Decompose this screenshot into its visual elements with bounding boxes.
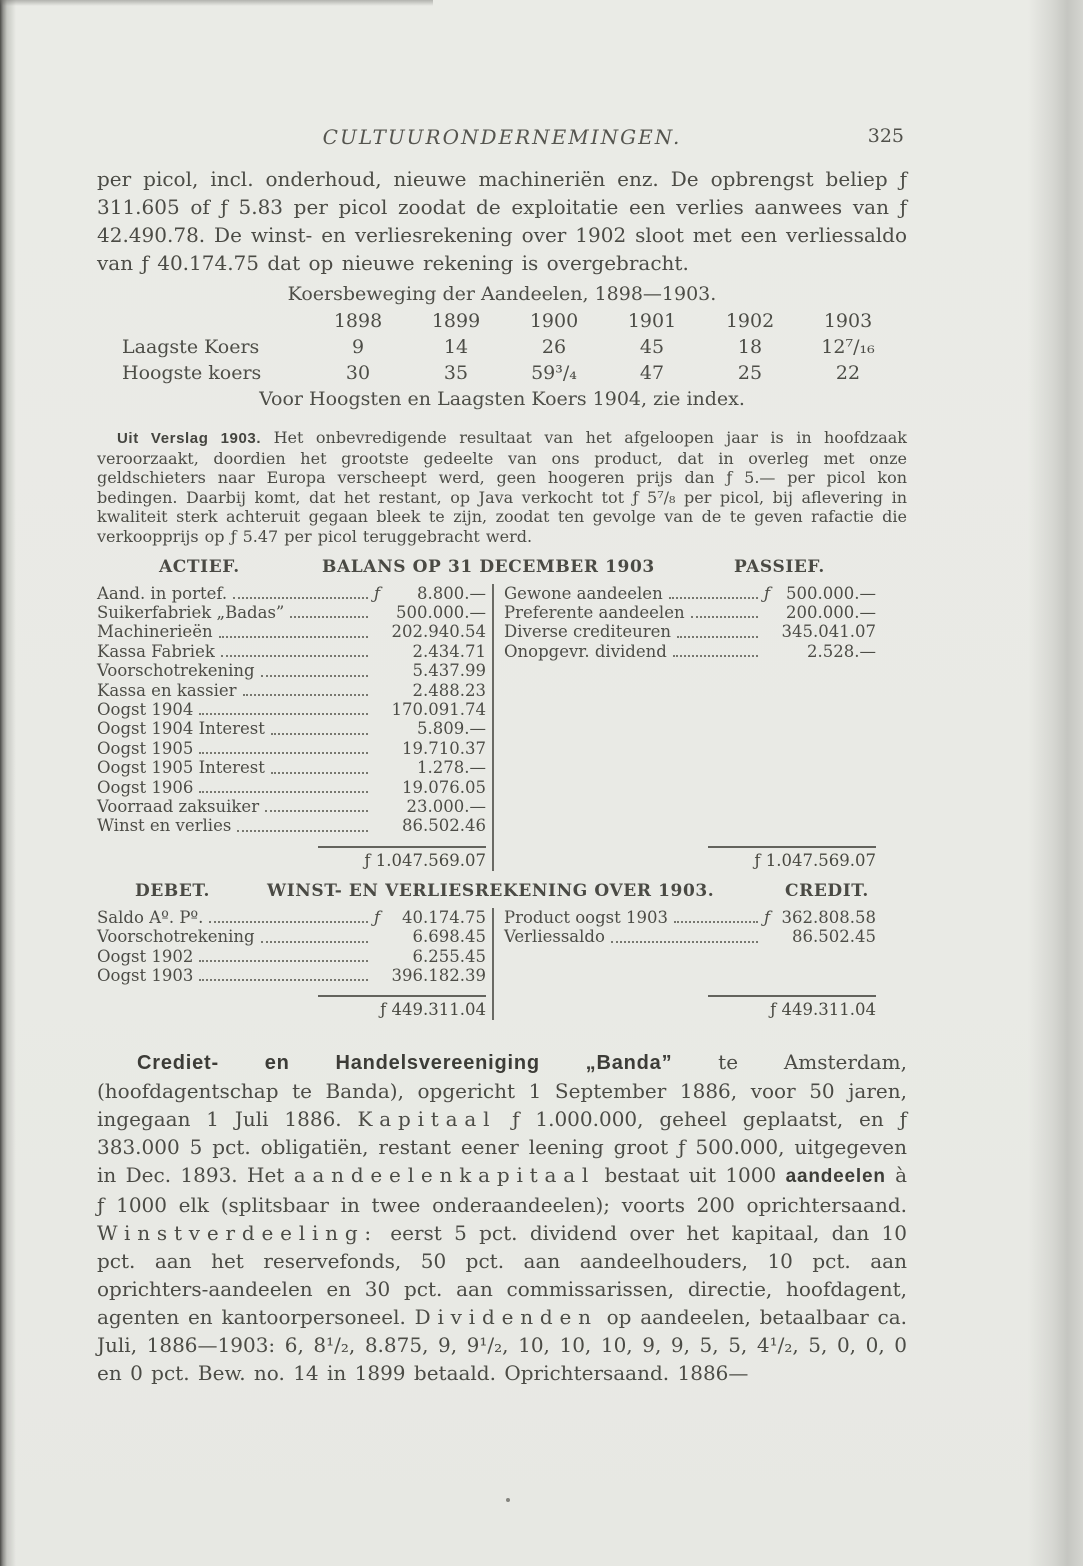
price-value: 26 bbox=[541, 336, 567, 358]
row-label: Oogst 1905 bbox=[97, 738, 194, 758]
row-label: Suikerfabriek „Badas” bbox=[97, 602, 285, 622]
running-header bbox=[97, 125, 907, 151]
currency-florin: ƒ bbox=[374, 907, 381, 927]
row-label: Winst en verlies bbox=[97, 816, 232, 836]
banda-text: ƒ 1.000.000, geheel geplaatst, en ƒ 383.000 5 pct. obligatiën, restant eener leening groot ƒ 500.000, uitgegeven in Dec. 1893. Het bbox=[97, 1107, 907, 1188]
currency-florin bbox=[374, 947, 390, 966]
debet-column bbox=[97, 908, 492, 1021]
ledger-row bbox=[504, 908, 876, 927]
balance-row bbox=[504, 622, 876, 641]
leader-dots bbox=[221, 642, 368, 657]
balance-row bbox=[97, 700, 486, 719]
balance-row bbox=[97, 642, 486, 661]
lowest-price-row bbox=[97, 334, 907, 360]
row-label: Voorschotrekening bbox=[97, 927, 255, 947]
currency-florin bbox=[374, 681, 390, 700]
row-amount: 6.698.45 bbox=[412, 927, 486, 947]
total-amount: ƒ 1.047.569.07 bbox=[364, 850, 486, 870]
row-amount: 202.940.54 bbox=[391, 622, 486, 642]
debet-header: DEBET. bbox=[135, 880, 211, 901]
ledger-row bbox=[97, 927, 486, 946]
price-value: 47 bbox=[639, 362, 665, 384]
row-amount: 8.800.— bbox=[417, 583, 486, 603]
verslag-paragraph bbox=[97, 428, 907, 547]
currency-florin bbox=[374, 739, 390, 758]
share-price-table-footer: Voor Hoogsten en Laagsten Koers 1904, zie index. bbox=[259, 388, 745, 410]
leader-dots bbox=[261, 661, 368, 676]
price-value: 12⁷/₁₆ bbox=[821, 336, 875, 358]
currency-florin bbox=[374, 622, 390, 641]
balance-sheet bbox=[97, 557, 907, 871]
verslag-text: Het onbevredigende resultaat van het afgeloopen jaar is in hoofdzaak veroorzaakt, doordien het grootste gedeelte van ons product, dat in overleg met onze geldschieters naar Europa verscheept werd, geen hoogeren prijs dan ƒ 5.— per picol kon bedingen. Daarbij komt, dat het restant, op Java verkocht tot ƒ 5⁷/₈ per picol, bij aflevering in kwaliteit sterk achteruit gegaan bleek te zijn, zoodat ten gevolge van de te geven rafactie die verkoopprijs op ƒ 5.47 per picol teruggebracht werd. bbox=[97, 428, 907, 546]
row-amount: 396.182.39 bbox=[391, 966, 486, 986]
actief-column bbox=[97, 584, 492, 871]
row-label: Oogst 1904 bbox=[97, 700, 194, 719]
leader-dots bbox=[261, 927, 368, 942]
currency-florin bbox=[374, 642, 390, 661]
aandeelenkapitaal-emphasis: aandeelenkapitaal bbox=[293, 1163, 596, 1188]
row-label: Product oogst 1903 bbox=[504, 907, 668, 927]
row-amount: 19.076.05 bbox=[402, 777, 486, 797]
row-label: Laagste Koers bbox=[122, 336, 260, 358]
debet-total bbox=[97, 985, 486, 1020]
profit-loss-header bbox=[97, 881, 907, 905]
currency-florin bbox=[764, 927, 780, 946]
year-header: 1903 bbox=[823, 310, 873, 332]
row-amount: 5.437.99 bbox=[412, 661, 486, 681]
row-label: Kassa Fabriek bbox=[97, 641, 215, 661]
price-value: 35 bbox=[443, 362, 469, 384]
row-amount: 23.000.— bbox=[406, 797, 486, 817]
row-amount: 345.041.07 bbox=[781, 622, 876, 642]
row-label: Preferente aandeelen bbox=[504, 602, 685, 622]
price-value: 9 bbox=[351, 336, 365, 358]
row-amount: 500.000.— bbox=[786, 583, 876, 603]
balance-row bbox=[504, 603, 876, 622]
currency-florin bbox=[374, 661, 390, 680]
leader-dots bbox=[691, 603, 758, 618]
leader-dots bbox=[199, 778, 368, 793]
leader-dots bbox=[209, 908, 368, 923]
actief-total bbox=[97, 836, 486, 871]
banda-text: bestaat uit 1000 bbox=[595, 1163, 786, 1188]
year-header: 1899 bbox=[431, 310, 481, 332]
leader-dots bbox=[199, 700, 368, 715]
row-amount: 2.488.23 bbox=[412, 680, 486, 700]
currency-florin: ƒ bbox=[764, 583, 771, 603]
leader-dots bbox=[271, 758, 368, 773]
price-value: 59³/₄ bbox=[531, 362, 577, 384]
balance-row bbox=[97, 584, 486, 603]
balance-row bbox=[97, 778, 486, 797]
row-amount: 500.000.— bbox=[396, 602, 486, 622]
row-amount: 86.502.46 bbox=[402, 816, 486, 836]
banda-text: op aandeelen, betaalbaar ca. Juli, 1886—1903: 6, 8¹/₂, 8.875, 9, 9¹/₂, 10, 10, 10, 9, 9, 5, 5, 4¹/₂, 5, 0, 0, 0 en 0 pct. Bew. no. 14 in 1899 betaald. Oprichtersaand. 1886— bbox=[97, 1305, 908, 1386]
currency-florin bbox=[764, 642, 780, 661]
banda-text: eerst 5 pct. dividend over het kapitaal, dan 10 pct. aan het reservefonds, 50 pct. aan aandeelhouders, 10 pct. aan oprichters-aandeelen en 30 pct. aan commissarissen, directie, hoofdagent, agenten en kantoorpersoneel. bbox=[97, 1221, 907, 1330]
row-label: Oogst 1905 Interest bbox=[97, 758, 265, 778]
leader-dots bbox=[265, 797, 368, 812]
page-right-edge-shadow bbox=[1028, 0, 1083, 1566]
leader-dots bbox=[674, 908, 758, 923]
year-header: 1902 bbox=[725, 310, 775, 332]
total-amount: ƒ 1.047.569.07 bbox=[754, 850, 876, 870]
row-amount: 6.255.45 bbox=[412, 946, 486, 966]
row-label: Saldo Aº. Pº. bbox=[97, 907, 204, 927]
currency-florin bbox=[374, 758, 390, 777]
share-price-years-row bbox=[97, 308, 907, 334]
total-rule bbox=[708, 846, 876, 848]
total-amount: ƒ 449.311.04 bbox=[380, 1000, 486, 1020]
row-label: Aand. in portef. bbox=[97, 583, 228, 603]
header-title: CULTUURONDERNEMINGEN. bbox=[322, 125, 682, 149]
balance-row bbox=[97, 816, 486, 835]
page-content bbox=[97, 0, 907, 1566]
row-amount: 200.000.— bbox=[786, 602, 876, 622]
profit-loss-columns bbox=[97, 908, 907, 1021]
currency-florin: ƒ bbox=[764, 907, 771, 927]
empty-cell bbox=[97, 308, 309, 334]
balance-row bbox=[97, 603, 486, 622]
year-header: 1900 bbox=[529, 310, 579, 332]
currency-florin bbox=[374, 966, 390, 985]
page-number: 325 bbox=[867, 125, 904, 147]
kapitaal-emphasis: Kapitaal bbox=[357, 1107, 497, 1132]
currency-florin bbox=[374, 719, 390, 738]
banda-text: te Amsterdam, (hoofdagentschap te Banda), opgericht 1 September 1886, voor 50 jaren, ingegaan 1 Juli 1886. bbox=[97, 1050, 907, 1132]
leader-dots bbox=[237, 816, 368, 831]
currency-florin bbox=[764, 603, 780, 622]
leader-dots bbox=[199, 947, 368, 962]
row-label: Voorraad zaksuiker bbox=[97, 797, 260, 817]
credit-total bbox=[504, 985, 876, 1020]
balance-row bbox=[97, 739, 486, 758]
profit-loss-title: WINST- EN VERLIESREKENING OVER 1903. bbox=[267, 880, 715, 901]
currency-florin bbox=[764, 622, 780, 641]
row-amount: 86.502.45 bbox=[792, 927, 876, 947]
verslag-lead: Uit Verslag 1903. bbox=[117, 430, 262, 447]
row-label: Oogst 1903 bbox=[97, 966, 194, 986]
aandeelen-bold: aandeelen bbox=[785, 1166, 886, 1188]
balance-sheet-columns bbox=[97, 584, 907, 871]
currency-florin bbox=[374, 797, 390, 816]
row-amount: 40.174.75 bbox=[402, 907, 486, 927]
row-label: Oogst 1902 bbox=[97, 946, 194, 966]
currency-florin bbox=[374, 816, 390, 835]
price-value: 22 bbox=[835, 362, 861, 384]
credit-column bbox=[492, 908, 876, 1021]
passief-column bbox=[492, 584, 876, 871]
total-rule bbox=[318, 846, 486, 848]
leader-dots bbox=[673, 642, 758, 657]
total-amount: ƒ 449.311.04 bbox=[770, 1000, 876, 1020]
row-amount: 5.809.— bbox=[417, 719, 486, 739]
leader-dots bbox=[611, 927, 758, 942]
year-header: 1898 bbox=[333, 310, 383, 332]
share-price-table-title: Koersbeweging der Aandeelen, 1898—1903. bbox=[287, 283, 717, 305]
price-value: 18 bbox=[737, 336, 763, 358]
row-label: Hoogste koers bbox=[122, 362, 262, 384]
ledger-row bbox=[97, 947, 486, 966]
balance-row bbox=[97, 797, 486, 816]
balance-row bbox=[504, 584, 876, 603]
banda-paragraph bbox=[97, 1048, 907, 1387]
dividenden-emphasis: Dividenden bbox=[414, 1305, 598, 1330]
row-label: Voorschotrekening bbox=[97, 661, 255, 681]
row-amount: 1.278.— bbox=[417, 758, 486, 778]
balance-row bbox=[97, 622, 486, 641]
balance-row bbox=[504, 642, 876, 661]
row-amount: 170.091.74 bbox=[391, 700, 486, 719]
row-amount: 362.808.58 bbox=[781, 907, 876, 927]
price-value: 30 bbox=[345, 362, 371, 384]
ledger-row bbox=[97, 908, 486, 927]
row-label: Gewone aandeelen bbox=[504, 583, 663, 603]
leader-dots bbox=[669, 584, 758, 599]
highest-price-row bbox=[97, 360, 907, 386]
price-value: 45 bbox=[639, 336, 665, 358]
currency-florin bbox=[374, 778, 390, 797]
balance-row bbox=[97, 681, 486, 700]
actief-header: ACTIEF. bbox=[159, 556, 240, 577]
passief-total bbox=[504, 836, 876, 871]
currency-florin bbox=[374, 700, 390, 719]
leader-dots bbox=[233, 584, 368, 599]
row-label: Verliessaldo bbox=[504, 927, 605, 947]
leader-dots bbox=[271, 719, 368, 734]
leader-dots bbox=[677, 622, 758, 637]
leader-dots bbox=[243, 681, 368, 696]
row-label: Kassa en kassier bbox=[97, 680, 237, 700]
leader-dots bbox=[219, 622, 368, 637]
row-amount: 2.434.71 bbox=[412, 641, 486, 661]
company-name-heading: Crediet- en Handelsvereeniging „Banda” bbox=[137, 1052, 673, 1075]
row-label: Diverse crediteuren bbox=[504, 622, 671, 642]
year-header: 1901 bbox=[627, 310, 677, 332]
balance-row bbox=[97, 758, 486, 777]
credit-header: CREDIT. bbox=[785, 880, 869, 901]
balance-sheet-title: BALANS OP 31 DECEMBER 1903 bbox=[322, 556, 655, 577]
balance-row bbox=[97, 719, 486, 738]
leader-dots bbox=[199, 966, 368, 981]
leader-dots bbox=[199, 739, 368, 754]
profit-loss-statement bbox=[97, 881, 907, 1021]
row-label: Onopgevr. dividend bbox=[504, 641, 667, 661]
row-label: Machinerieën bbox=[97, 622, 213, 642]
row-amount: 19.710.37 bbox=[402, 738, 486, 758]
winstverdeeling-emphasis: Winstverdeeling: bbox=[97, 1221, 378, 1246]
currency-florin bbox=[374, 927, 390, 946]
share-price-table bbox=[97, 281, 907, 412]
currency-florin bbox=[374, 603, 390, 622]
balance-row bbox=[97, 661, 486, 680]
total-rule bbox=[708, 995, 876, 997]
intro-paragraph: per picol, incl. onderhoud, nieuwe machineriën enz. De opbrengst beliep ƒ 311.605 of ƒ 5.83 per picol zoodat de exploitatie een verlies aanwees van ƒ 42.490.78. De winst- en verliesrekening over 1902 sloot met een verliessaldo van ƒ 40.174.75 dat op nieuwe rekening is overgebracht. bbox=[97, 167, 907, 275]
ledger-row bbox=[97, 966, 486, 985]
price-value: 25 bbox=[737, 362, 763, 384]
balance-sheet-header bbox=[97, 557, 907, 581]
currency-florin: ƒ bbox=[374, 583, 381, 603]
price-value: 14 bbox=[443, 336, 469, 358]
banda-text: à ƒ 1000 elk (splitsbaar in twee onderaandeelen); voorts 200 oprichtersaand. bbox=[97, 1163, 908, 1218]
leader-dots bbox=[290, 603, 368, 618]
row-amount: 2.528.— bbox=[807, 641, 876, 661]
ink-speck bbox=[506, 1498, 510, 1502]
ledger-row bbox=[504, 927, 876, 946]
passief-header: PASSIEF. bbox=[734, 556, 825, 577]
total-rule bbox=[318, 995, 486, 997]
page-left-edge-shadow bbox=[0, 0, 16, 1566]
row-label: Oogst 1904 Interest bbox=[97, 719, 265, 739]
row-label: Oogst 1906 bbox=[97, 777, 194, 797]
